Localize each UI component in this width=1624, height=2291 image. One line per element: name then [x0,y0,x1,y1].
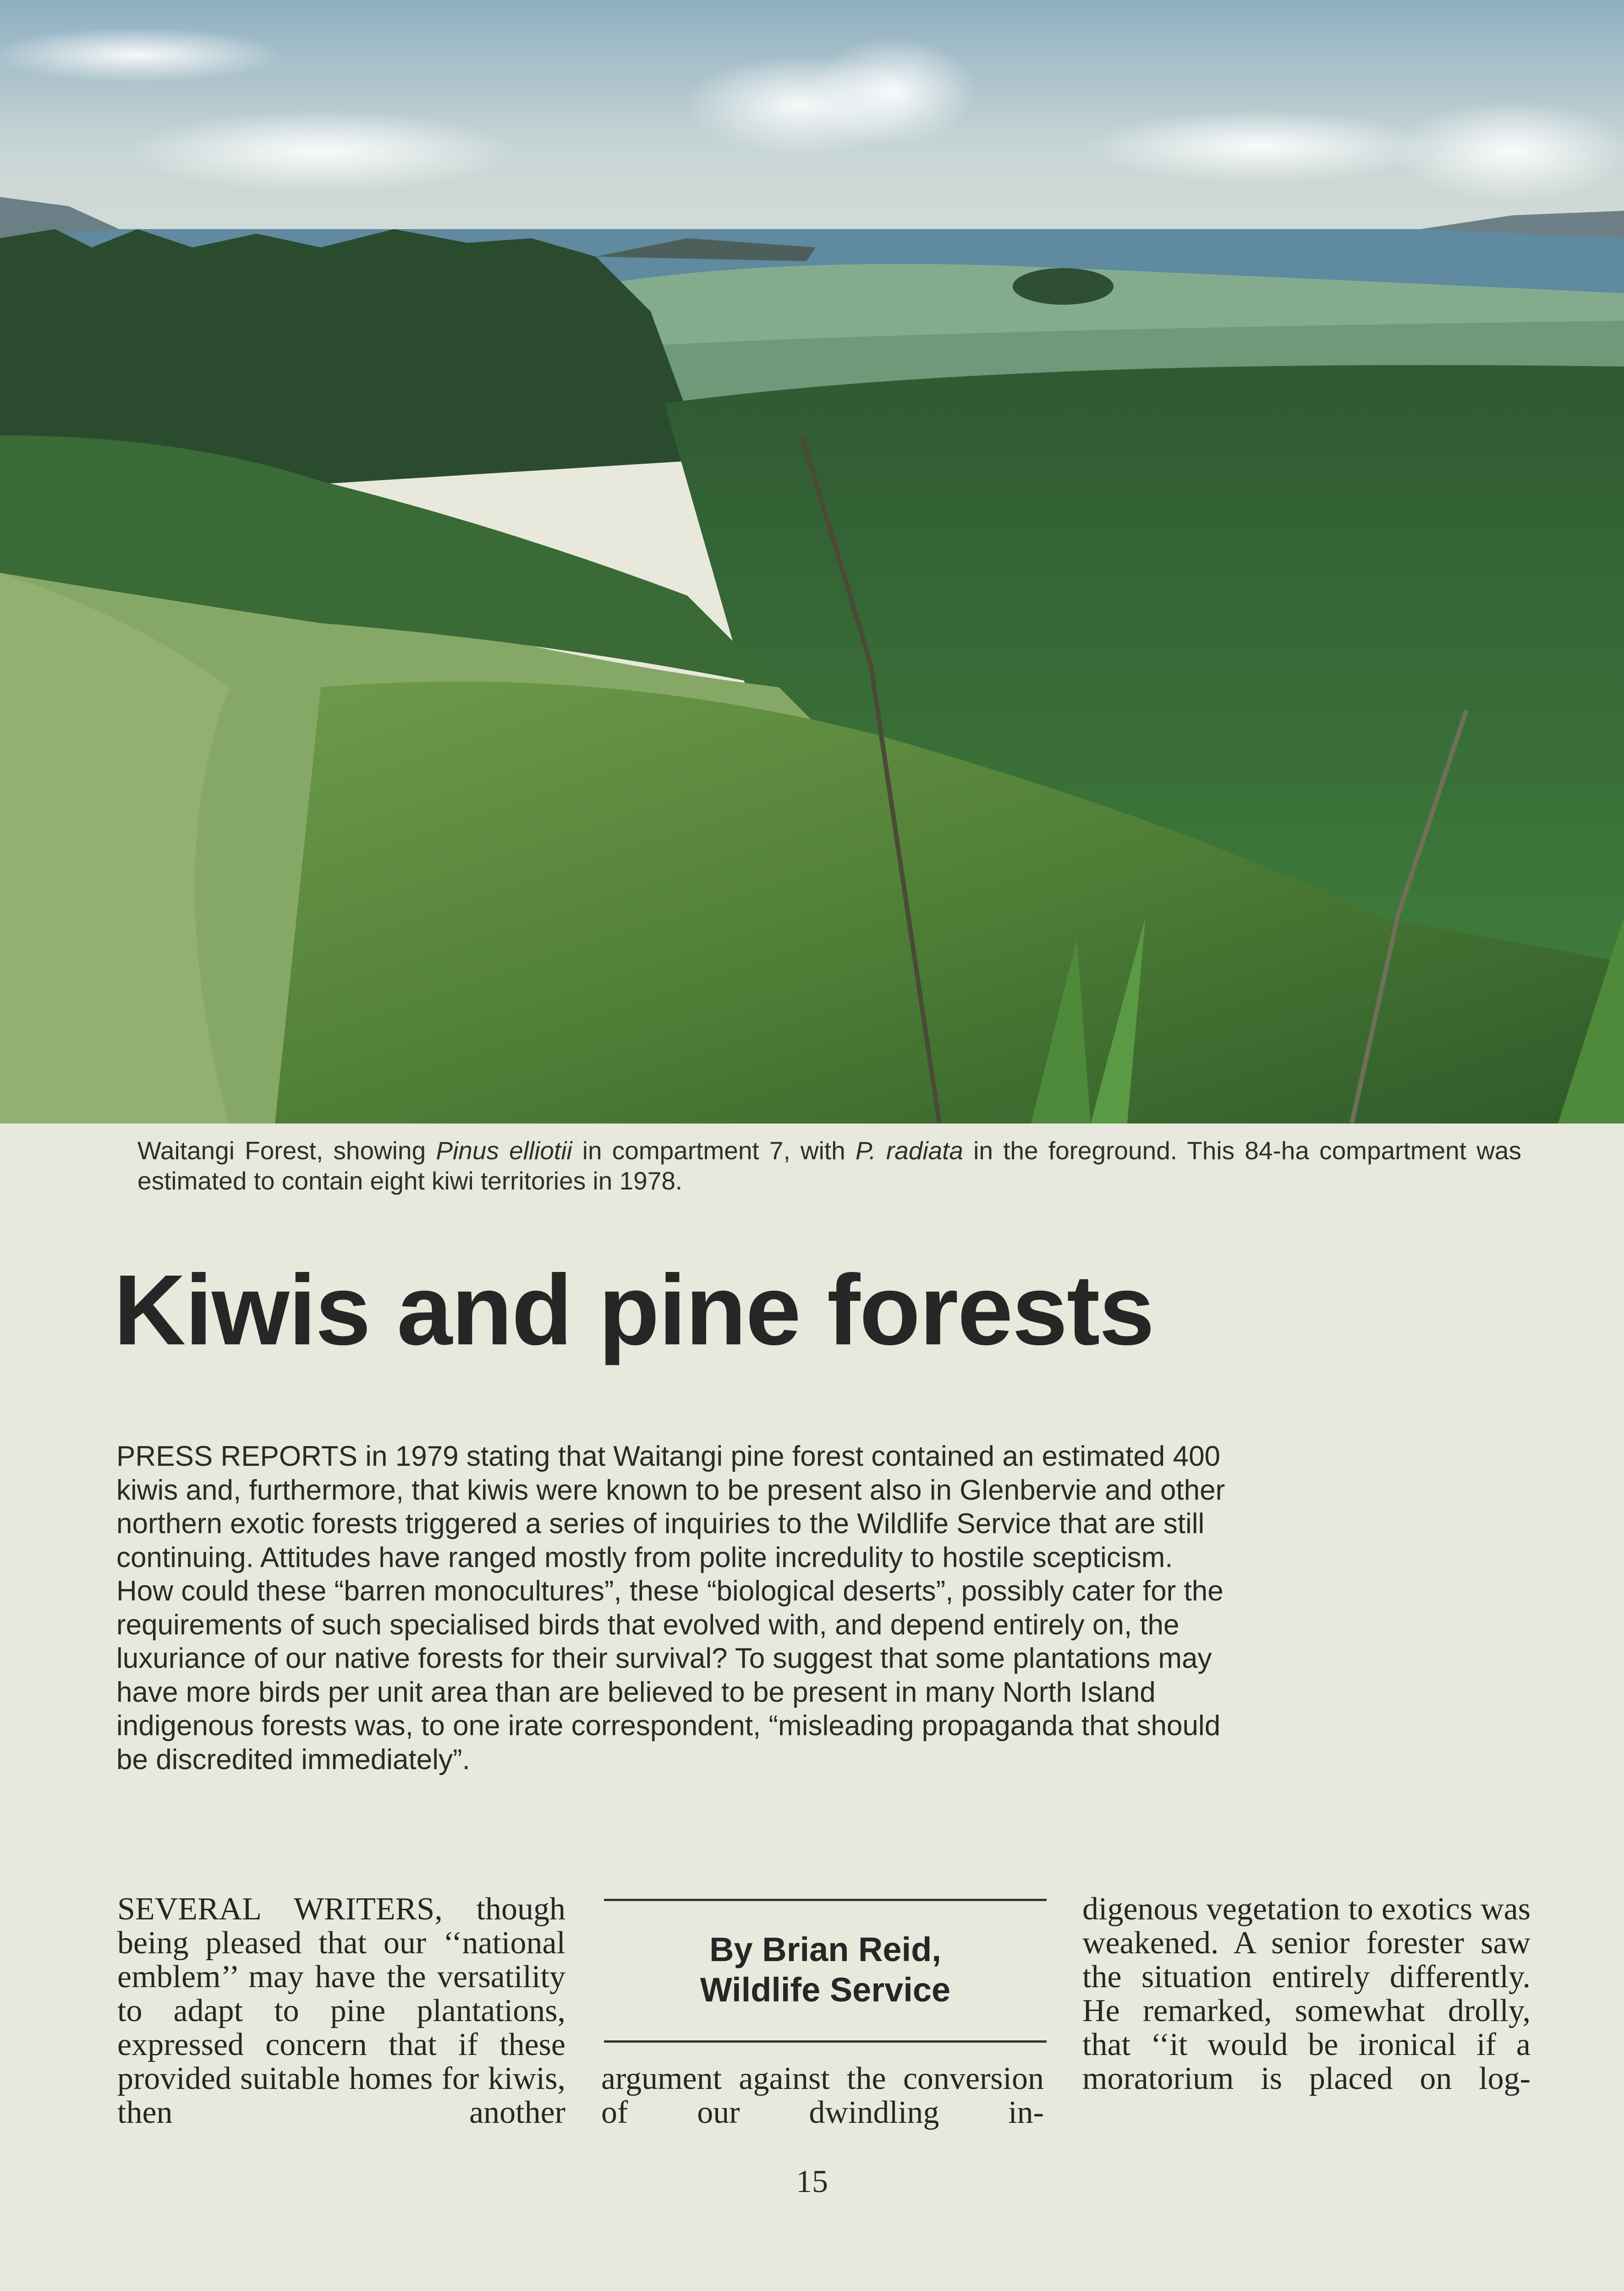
lead-paragraph: PRESS REPORTS in 1979 stating that Waitangi pine forest contained an estimated 400 kiwis and, furthermore, that kiwis were known to be present also in Glenbervie and other northern exotic forests triggered a series of inquiries to the Wildlife Service that are still continuing. Attitudes have ranged mostly from polite incredulity to hostile scepticism. How could these “barren monocultures”, these “biological deserts”, possibly cater for the requirements of such specialised birds that evolved with, and depend entirely on, the luxuriance of our native forests for their survival? To suggest that some plantations may have more birds per unit area than are believed to be present in many North Island indigenous forests was, to one irate correspondent, “misleading propaganda that should be discredited immediately”. [116,1441,1225,1776]
caption-species-1: Pinus elliotii [436,1136,572,1165]
byline [604,1901,1047,2040]
article-title: Kiwis and pine forests [114,1255,1154,1366]
body-column-1: SEVERAL WRITERS, though being pleased that our ‘‘national emblem’’ may have the versatility to adapt to pine plantations, expressed concern that if these provided suitable homes for kiwis, then another [117,1891,565,2130]
body-column-2: argument against the conversion of our dwindling in- [601,2061,1044,2130]
byline-affiliation: Wildlife Service [700,1971,951,2009]
page-number: 15 [796,2164,828,2199]
byline-box [604,1899,1047,2043]
caption-text: in compartment 7, with [572,1136,856,1165]
caption-text: in the foreground. This 84-ha compartment was estimated to contain eight kiwi territories in 1978. [137,1136,1521,1195]
body-column-3: digenous vegetation to exotics was weakened. A senior forester saw the situation entirely differently. He remarked, somewhat drolly, that ‘‘it would be ironical if a moratorium is placed on log- [1082,1891,1531,2096]
byline-author: By Brian Reid, [709,1930,941,1968]
landscape-photo [0,0,1624,1124]
caption-species-2: P. radiata [855,1136,964,1165]
caption-text: Waitangi Forest, showing [137,1136,436,1165]
byline-bottom-rule [604,2040,1047,2043]
photo-caption [137,1135,1521,1196]
